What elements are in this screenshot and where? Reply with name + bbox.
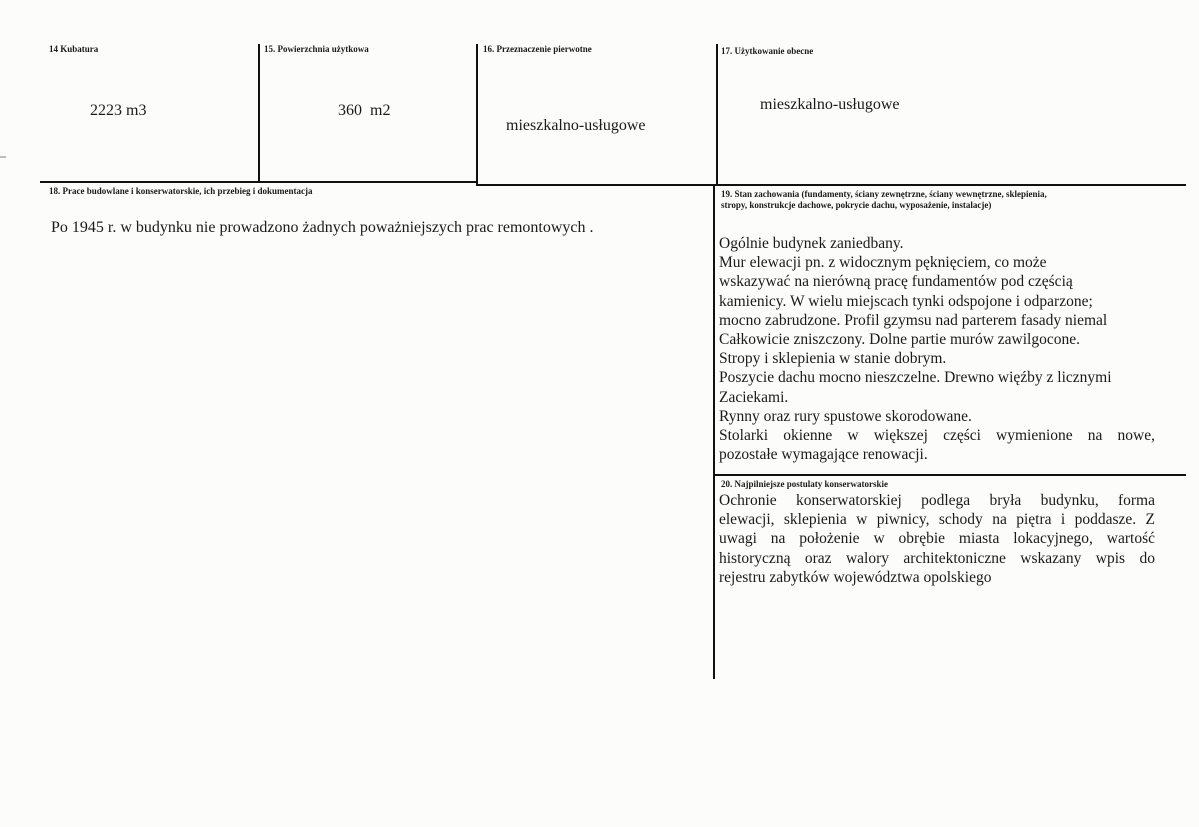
text-line: Stropy i sklepienia w stanie dobrym. xyxy=(719,350,947,368)
text-line: Zaciekami. xyxy=(719,388,789,406)
divider-top-row-3 xyxy=(716,44,718,186)
field-16-value: mieszkalno-usługowe xyxy=(506,117,646,134)
text-line: Mur elewacji pn. z widocznym pęknięciem, co może xyxy=(719,254,1047,272)
field-16-label: 16. Przeznaczenie pierwotne xyxy=(483,44,592,54)
divider-right-column xyxy=(713,186,715,679)
text-line: Rynny oraz rury spustowe skorodowane. xyxy=(719,407,972,425)
text-line: wskazywać na nierówną pracę fundamentów pod częścią xyxy=(719,273,1073,291)
text-line: Stolarki okienne w większej części wymienione na nowe, xyxy=(719,427,1155,445)
text-line: pozostałe wymagające renowacji. xyxy=(719,446,928,464)
field-14-label: 14 Kubatura xyxy=(49,44,99,54)
field-20-text xyxy=(719,491,1155,587)
field-17-value: mieszkalno-usługowe xyxy=(760,96,900,113)
field-15-label: 15. Powierzchnia użytkowa xyxy=(264,44,369,54)
text-line: rejestru zabytków województwa opolskiego xyxy=(719,568,992,586)
text-line: mocno zabrudzone. Profil gzymsu nad parterem fasady niemal xyxy=(719,311,1108,329)
field-19-text xyxy=(719,234,1155,464)
field-14-value: 2223 m3 xyxy=(90,102,147,119)
section-separator-19-20 xyxy=(713,474,1186,476)
field-18-text: Po 1945 r. w budynku nie prowadzono żadnych poważniejszych prac remontowych . xyxy=(51,219,594,236)
field-19-label-line: stropy, konstrukcje dachowe, pokrycie dachu, wyposażenie, instalacje) xyxy=(721,200,992,210)
text-line: kamienicy. W wielu miejscach tynki odspojone i odparzone; xyxy=(719,292,1093,310)
field-19-label-line: 19. Stan zachowania (fundamenty, ściany zewnętrzne, ściany wewnętrzne, sklepienia, xyxy=(721,189,1047,199)
scan-mark xyxy=(0,156,6,158)
text-line: uwagi na położenie w obrębie miasta lokacyjnego, wartość xyxy=(719,530,1155,548)
text-line: Całkowicie zniszczony. Dolne partie murów zawilgocone. xyxy=(719,331,1080,349)
field-20-label: 20. Najpilniejsze postulaty konserwatorskie xyxy=(721,479,888,489)
text-line: historyczną oraz walory architektoniczne wskazany wpis do xyxy=(719,549,1155,567)
text-line: Ogólnie budynek zaniedbany. xyxy=(719,235,904,252)
field-19-label xyxy=(721,189,1047,211)
text-line: Poszycie dachu mocno nieszczelne. Drewno więźby z licznymi xyxy=(719,369,1112,387)
field-15-value: 360 m2 xyxy=(338,102,391,119)
divider-top-row-2 xyxy=(476,44,478,185)
text-line: Ochronie konserwatorskiej podlega bryła budynku, forma xyxy=(719,492,1155,509)
row-separator-2 xyxy=(476,184,1186,186)
field-17-label: 17. Użytkowanie obecne xyxy=(721,46,814,56)
divider-top-row-1 xyxy=(258,44,260,182)
field-18-label: 18. Prace budowlane i konserwatorskie, ich przebieg i dokumentacja xyxy=(49,186,313,196)
text-line: elewacji, sklepienia w piwnicy, schody na piętra i poddasze. Z xyxy=(719,511,1155,529)
row-separator-1 xyxy=(40,181,478,183)
